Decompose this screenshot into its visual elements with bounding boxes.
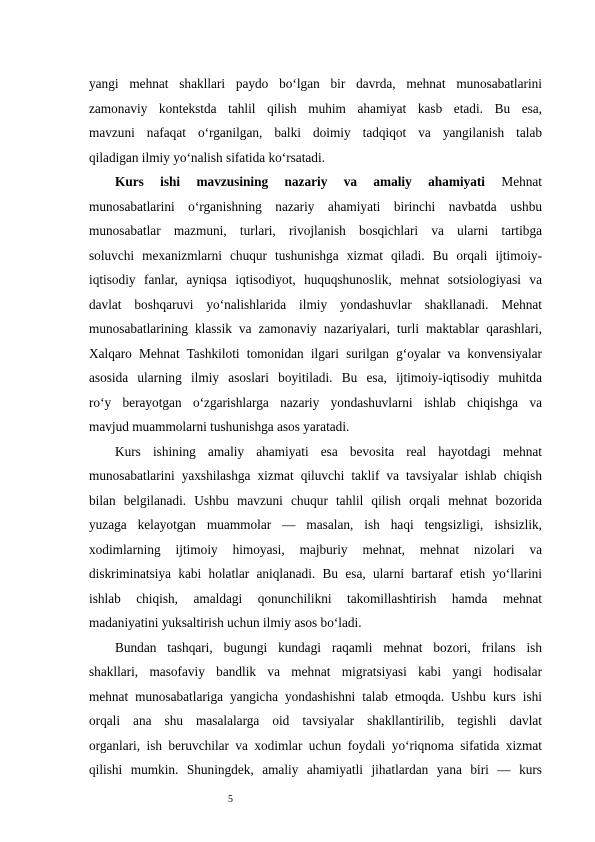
heading-line-rest: Mehnat: [501, 174, 542, 189]
text-line: madaniyatini yuksaltirish uchun ilmiy asos bo‘ladi.: [89, 615, 362, 630]
heading-line: [89, 170, 542, 195]
paragraph-1: [89, 72, 542, 170]
text-line: Bundan tashqari, bugungi kundagi raqamli mehnat bozori, frilans ish: [115, 639, 542, 655]
text-line: xodimlarning ijtimoiy himoyasi, majburiy mehnat, mehnat nizolari va: [89, 541, 542, 557]
text-line: mavzuni nafaqat o‘rganilgan, balki doimiy tadqiqot va yangilanish talab: [89, 125, 542, 140]
text-line: bilan belgilanadi. Ushbu mavzuni chuqur tahlil qilish orqali mehnat bozorida: [89, 492, 542, 508]
text-line: munosabatlarini o‘rganishning nazariy ahamiyati birinchi navbatda ushbu: [89, 198, 542, 214]
text-line: munosabatlarini yaxshilashga xizmat qiluvchi taklif va tavsiyalar ishlab chiqish: [89, 468, 542, 483]
text-line: yuzaga kelayotgan muammolar — masalan, ish haqi tengsizligi, ishsizlik,: [89, 517, 542, 532]
text-line: ishlab chiqish, amaldagi qonunchilikni takomillashtirish hamda mehnat: [89, 590, 542, 606]
text-line: iqtisodiy fanlar, ayniqsa iqtisodiyot, huquqshunoslik, mehnat sotsiologiyasi va: [89, 272, 542, 287]
text-line: zamonaviy kontekstda tahlil qilish muhim ahamiyat kasb etadi. Bu esa,: [89, 100, 542, 116]
page-number: 5: [228, 794, 233, 805]
text-line: organlari, ish beruvchilar va xodimlar uchun foydali yo‘riqnoma sifatida xizmat: [89, 737, 542, 753]
text-line: soluvchi mexanizmlarni chuqur tushunishga xizmat qiladi. Bu orqali ijtimoiy-: [89, 247, 542, 263]
paragraph-4: [89, 636, 542, 783]
text-line: diskriminatsiya kabi holatlar aniqlanadi. Bu esa, ularni bartaraf etish yo‘llarini: [89, 566, 542, 581]
text-line: shakllari, masofaviy bandlik va mehnat migratsiyasi kabi yangi hodisalar: [89, 664, 542, 679]
text-line: davlat boshqaruvi yo‘nalishlarida ilmiy yondashuvlar shakllanadi. Mehnat: [89, 296, 542, 312]
text-line: munosabatlar mazmuni, turlari, rivojlanish bosqichlari va ularni tartibga: [89, 223, 542, 238]
text-line: asosida ularning ilmiy asoslari boyitiladi. Bu esa, ijtimoiy-iqtisodiy muhitda: [89, 370, 542, 385]
section-heading: Kurs ishi mavzusining nazariy va amaliy ahamiyati: [115, 174, 486, 189]
body-text: [89, 72, 542, 783]
text-line: mavjud muammolarni tushunishga asos yaratadi.: [89, 419, 350, 434]
text-line: munosabatlarining klassik va zamonaviy nazariyalari, turli maktablar qarashlari,: [89, 321, 542, 336]
text-line: Xalqaro Mehnat Tashkiloti tomonidan ilgari surilgan g‘oyalar va konvensiyalar: [89, 345, 542, 361]
text-line: Kurs ishining amaliy ahamiyati esa bevosita real hayotdagi mehnat: [115, 443, 542, 459]
text-line: qilishi mumkin. Shuningdek, amaliy ahamiyatli jihatlardan yana biri — kurs: [89, 762, 542, 777]
paragraph-3: [89, 440, 542, 636]
text-line: orqali ana shu masalalarga oid tavsiyalar shakllantirilib, tegishli davlat: [89, 713, 542, 728]
text-line: qiladigan ilmiy yo‘nalish sifatida ko‘rsatadi.: [89, 149, 325, 165]
paragraph-2: [89, 170, 542, 440]
text-line: ro‘y berayotgan o‘zgarishlarga nazariy yondashuvlarni ishlab chiqishga va: [89, 394, 542, 410]
text-line: yangi mehnat shakllari paydo bo‘lgan bir davrda, mehnat munosabatlarini: [89, 76, 542, 91]
text-line: mehnat munosabatlariga yangicha yondashishni talab etmoqda. Ushbu kurs ishi: [89, 688, 542, 704]
